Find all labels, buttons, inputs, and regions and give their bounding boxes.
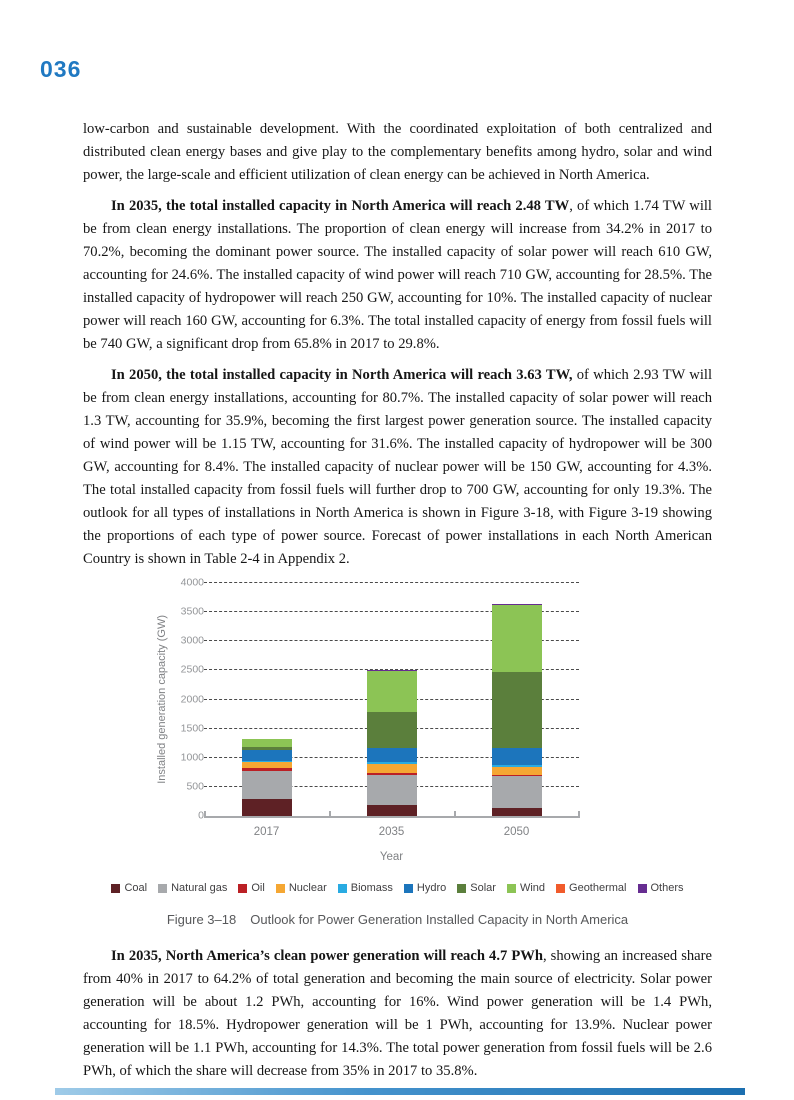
figure-caption-label: Figure 3–18: [166, 912, 237, 927]
paragraph-lead: In 2050, the total installed capacity in North America will reach 3.63 TW,: [111, 367, 573, 383]
x-axis-label: Year: [379, 851, 404, 863]
segment-hydro-2050: [492, 748, 542, 765]
paragraph-2050-capacity: [83, 364, 712, 571]
legend-label: Geothermal: [569, 882, 627, 894]
x-axis-tick-labels: [204, 821, 579, 844]
y-tick-label-2000: 2000: [180, 693, 204, 705]
legend-item-natural-gas: [158, 877, 227, 900]
figure-3-18-chart: [21, 576, 712, 869]
paragraph-lead: In 2035, North America’s clean power generation will reach 4.7 PWh: [111, 948, 543, 964]
x-tick-mark: [329, 811, 331, 818]
chart-legend: [83, 877, 712, 900]
legend-item-coal: [111, 877, 147, 900]
segment-coal-2017: [242, 799, 292, 816]
x-axis-line: [204, 816, 579, 818]
paragraph-lead: In 2035, the total installed capacity in North America will reach 2.48 TW: [111, 198, 570, 214]
y-tick-label-3500: 3500: [180, 605, 204, 618]
segment-nuclear-2050: [492, 767, 542, 776]
bar-2017: [242, 739, 292, 816]
legend-item-biomass: [338, 877, 393, 900]
footer-accent-bar: [55, 1088, 745, 1095]
paragraph-text: , showing an increased share from 40% in 2017 to 64.2% of total generation and becoming the main source of electricity. Solar power generation will be about 1.2 PWh, accounting for 16%. Wind power generation will be 1.4 PWh, accounting for 18.5%. Hydropower generation will be 1 PWh, accounting for 13.9%. Nuclear power generation will be 1.1 PWh, accounting for 14.3%. The total power generation from fossil fuels will be 2.6 PWh, of which the share will decrease from 35% in 2017 to 35.8%.: [83, 948, 712, 1079]
legend-swatch: [507, 884, 516, 893]
y-tick-label-1000: 1000: [180, 751, 204, 764]
legend-swatch: [111, 884, 120, 893]
segment-natural-gas-2035: [367, 775, 417, 805]
x-tick-label-2035: 2035: [378, 826, 405, 838]
legend-label: Hydro: [416, 882, 447, 894]
legend-swatch: [158, 884, 167, 893]
legend-label: Solar: [470, 882, 496, 894]
legend-label: Wind: [519, 882, 546, 894]
body-text: [83, 118, 712, 1091]
legend-item-geothermal: [556, 877, 626, 900]
y-axis-label: Installed generation capacity (GW): [155, 615, 168, 784]
bar-2050: [492, 604, 542, 816]
y-tick-label-0: 0: [198, 809, 204, 822]
y-tick-label-2500: 2500: [180, 663, 204, 676]
paragraph-text: of which 2.93 TW will be from clean energy installations, accounting for 80.7%. The installed capacity of solar power will reach 1.3 TW, accounting for 35.9%, becoming the first largest power generation source. The installed capacity of wind power will be 1.15 TW, accounting for 31.6%. The installed capacity of hydropower will be 300 GW, accounting for 8.4%. The installed capacity of nuclear power will be 150 GW, accounting for 4.3%. The total installed capacity from fossil fuels will further drop to 700 GW, accounting for only 19.3%. The outlook for all types of installations in North America is shown in Figure 3-18, with Figure 3-19 showing the proportions of each type of power source. Forecast of power installations in each North American Country is shown in Table 2-4 in Appendix 2.: [83, 367, 713, 567]
segment-natural-gas-2017: [242, 771, 292, 799]
legend-label: Biomass: [350, 882, 393, 894]
plot-area-wrap: [204, 581, 579, 869]
y-tick-label-4000: 4000: [180, 576, 204, 589]
segment-coal-2050: [492, 808, 542, 816]
legend-swatch: [457, 884, 466, 893]
segment-solar-2050: [492, 672, 542, 748]
legend-swatch: [238, 884, 247, 893]
legend-swatch: [276, 884, 285, 893]
segment-hydro-2017: [242, 750, 292, 761]
segment-wind-2035: [367, 671, 417, 712]
y-tick-label-3000: 3000: [180, 634, 204, 647]
segment-wind-2050: [492, 605, 542, 672]
bar-2035: [367, 670, 417, 816]
legend-label: Natural gas: [171, 882, 228, 894]
segment-solar-2035: [367, 712, 417, 748]
y-tick-label-500: 500: [186, 780, 204, 793]
x-tick-label-2050: 2050: [503, 826, 530, 838]
legend-label: Others: [650, 882, 684, 894]
legend-item-solar: [457, 877, 496, 900]
legend-item-nuclear: [276, 877, 327, 900]
legend-swatch: [338, 884, 347, 893]
segment-natural-gas-2050: [492, 776, 542, 808]
x-tick-mark: [204, 811, 206, 818]
legend-swatch: [404, 884, 413, 893]
segment-wind-2017: [242, 739, 292, 747]
x-tick-mark: [578, 811, 580, 818]
paragraph-text: , of which 1.74 TW will be from clean energy installations. The proportion of clean energy will increase from 34.2% in 2017 to 70.2%, becoming the dominant power source. The installed capacity of solar power will reach 610 GW, accounting for 24.6%. The installed capacity of wind power will reach 710 GW, accounting for 28.5%. The installed capacity of hydropower will reach 250 GW, accounting for 10%. The installed capacity of nuclear power will reach 160 GW, accounting for 6.3%. The total installed capacity of energy from fossil fuels will be 740 GW, a significant drop from 65.8% in 2017 to 29.8%.: [83, 198, 712, 352]
segment-hydro-2035: [367, 748, 417, 763]
page-number: 036: [40, 56, 82, 82]
legend-item-wind: [507, 877, 545, 900]
legend-item-hydro: [404, 877, 446, 900]
figure-caption: [83, 908, 712, 931]
paragraph-2035-capacity: [83, 195, 712, 356]
gridline-4000: [204, 582, 579, 583]
x-tick-mark: [454, 811, 456, 818]
plot-area: [204, 581, 579, 818]
paragraph-continuation: [83, 118, 712, 187]
paragraph-text: low-carbon and sustainable development. With the coordinated exploitation of both centralized and distributed clean energy bases and give play to the complementary benefits among hydro, solar and wind power, the large-scale and efficient utilization of clean energy can be achieved in North America.: [83, 121, 712, 183]
figure-3-18: [83, 576, 712, 931]
segment-coal-2035: [367, 805, 417, 816]
legend-label: Nuclear: [288, 882, 327, 894]
legend-swatch: [556, 884, 565, 893]
paragraph-2035-generation: [83, 945, 712, 1083]
legend-label: Oil: [251, 882, 265, 894]
legend-swatch: [638, 884, 647, 893]
legend-label: Coal: [124, 882, 148, 894]
segment-nuclear-2035: [367, 764, 417, 773]
legend-item-oil: [238, 877, 264, 900]
figure-caption-text: Outlook for Power Generation Installed Capacity in North America: [250, 912, 629, 927]
legend-item-others: [638, 877, 684, 900]
y-tick-label-1500: 1500: [180, 722, 204, 735]
x-tick-label-2017: 2017: [253, 826, 280, 838]
